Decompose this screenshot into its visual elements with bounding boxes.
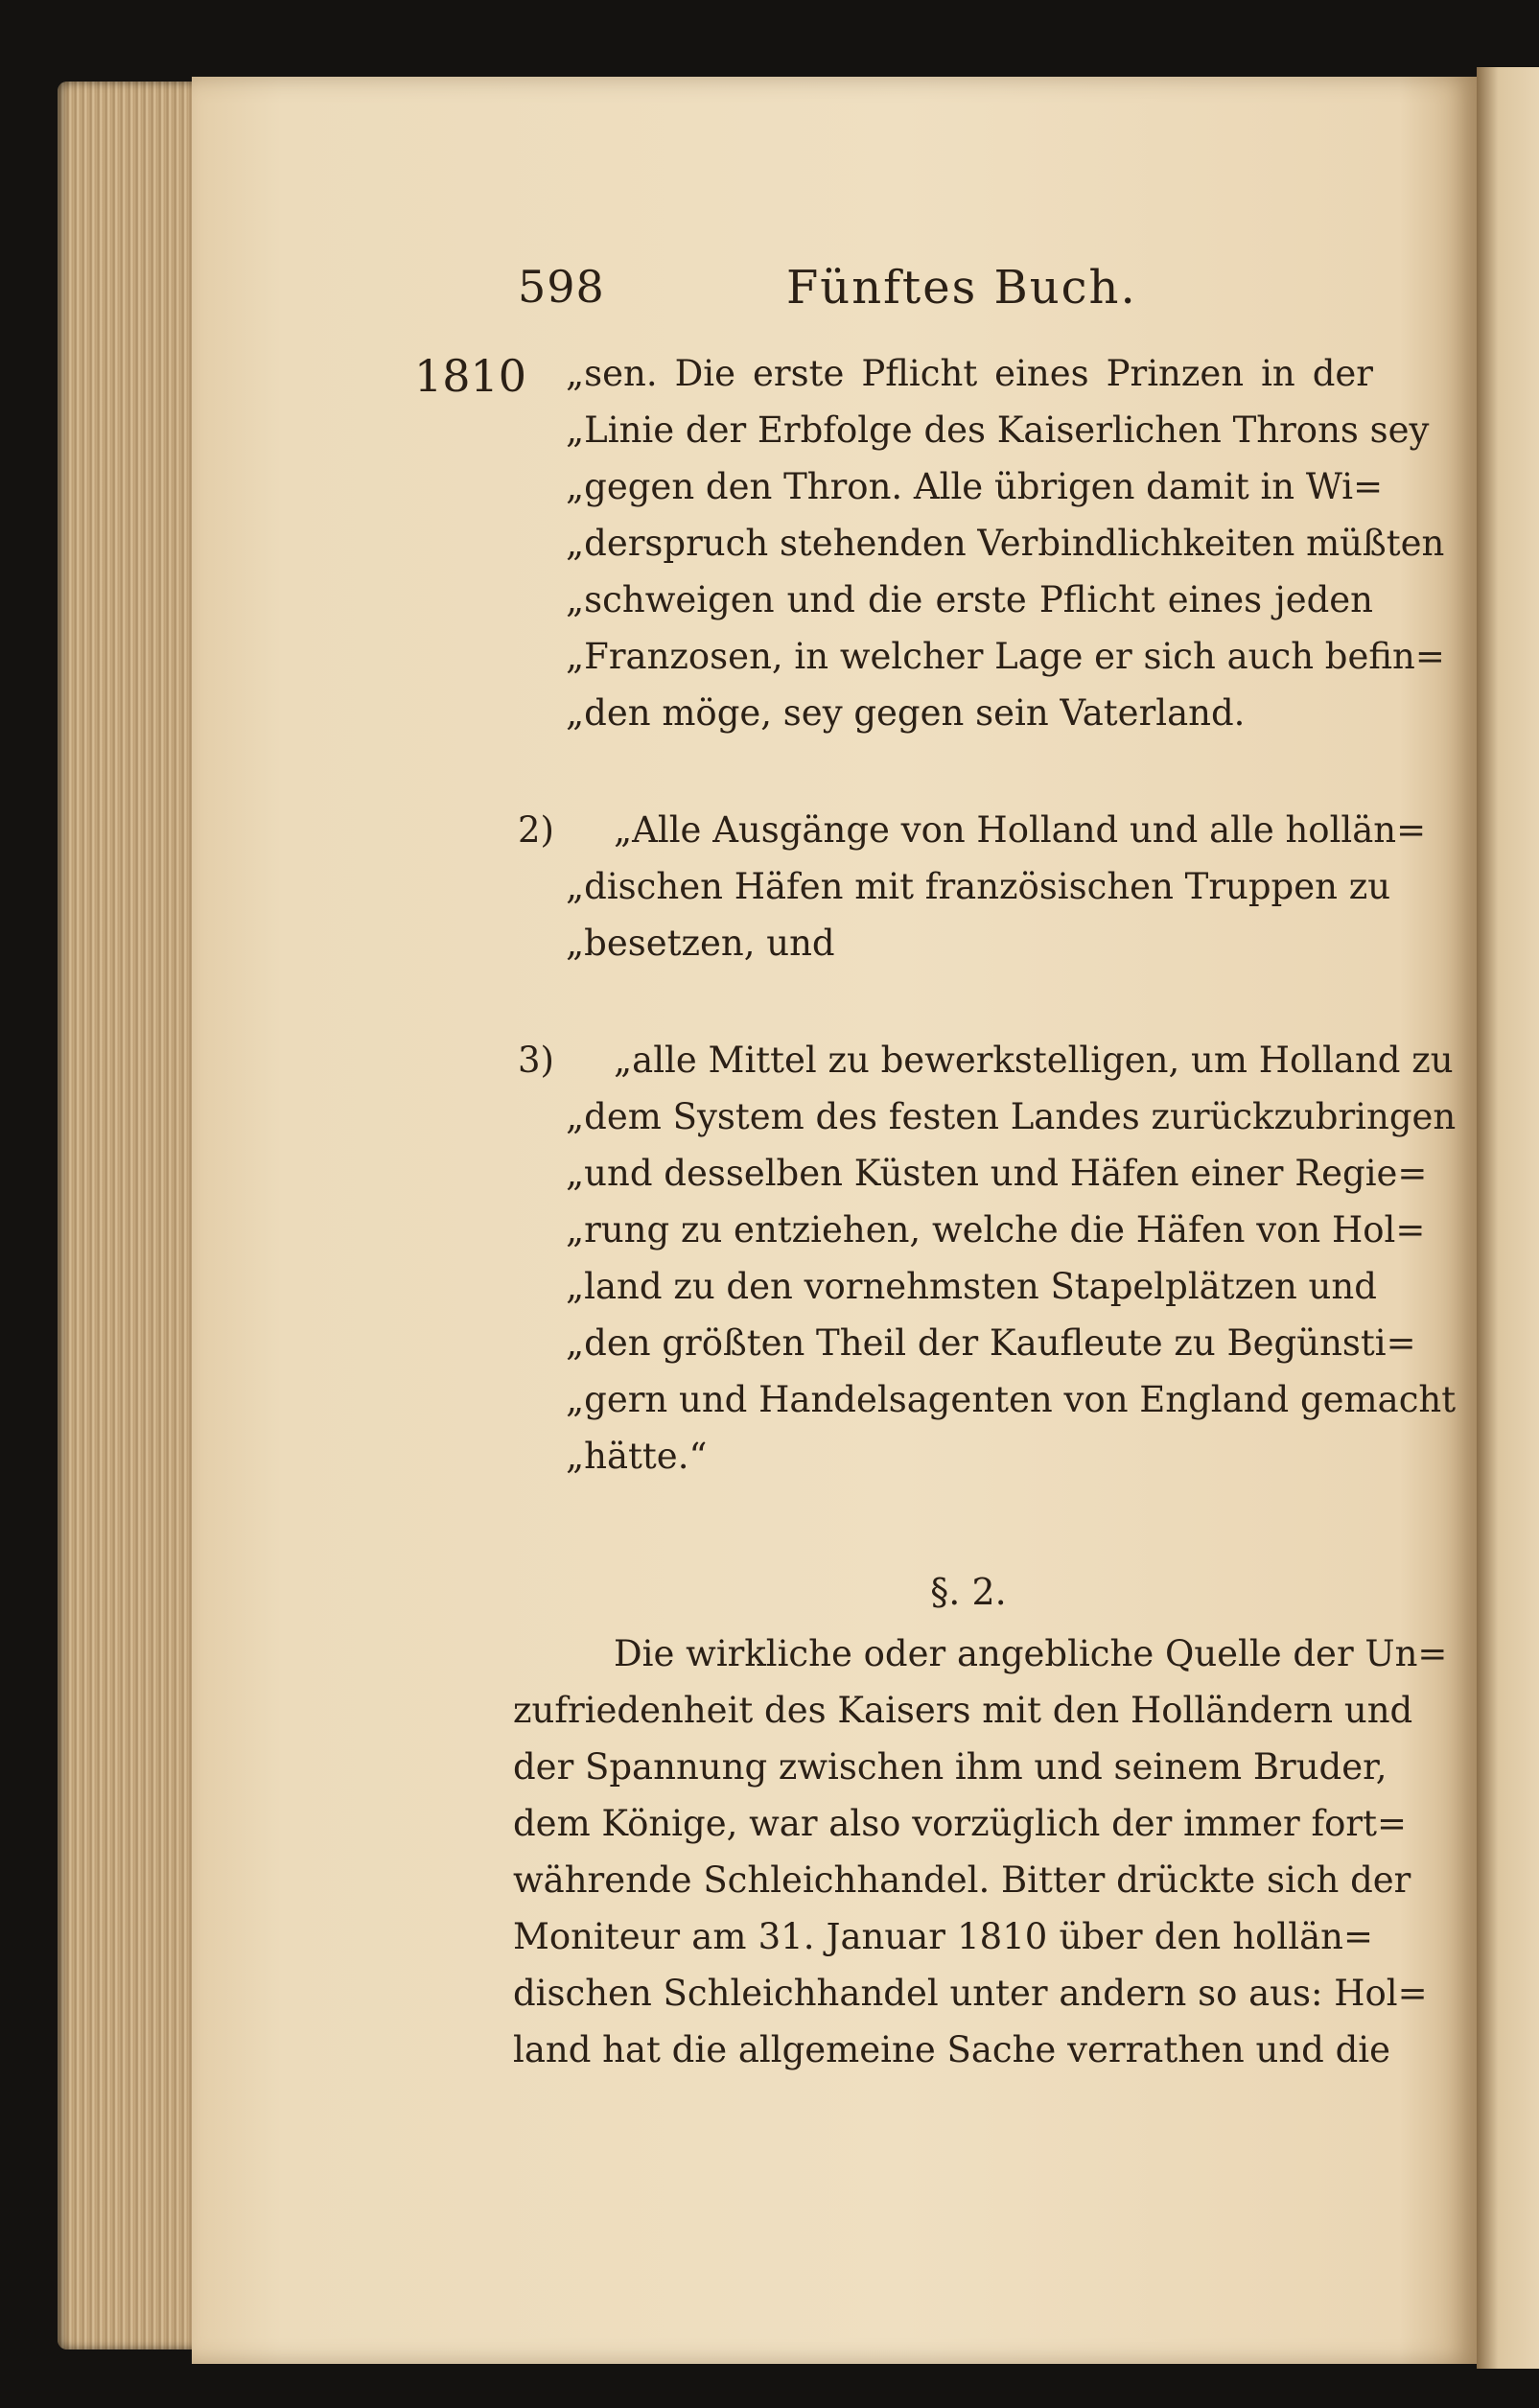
item-line: „hätte.“ [566, 1436, 708, 1477]
text-line: „Linie der Erbfolge des Kaiserlichen Throns sey [566, 409, 1430, 451]
item-line: „besetzen, und [566, 923, 835, 964]
text-line: „derspruch stehenden Verbindlichkeiten müßten [566, 523, 1445, 564]
page-number: 598 [518, 261, 605, 313]
section-heading: §. 2. [930, 1571, 1007, 1613]
body-line: Moniteur am 31. Januar 1810 über den hollän= [513, 1916, 1373, 1957]
body-line: dem Könige, war also vorzüglich der immer fort= [513, 1803, 1407, 1844]
item-line: „gern und Handelsagenten von England gemacht [566, 1379, 1457, 1420]
facing-page-edge [1477, 67, 1539, 2369]
body-line: land hat die allgemeine Sache verrathen und die [513, 2029, 1391, 2070]
item-line: „alle Mittel zu bewerkstelligen, um Holland zu [614, 1040, 1454, 1081]
item-line: „dem System des festen Landes zurückzubringen [566, 1096, 1457, 1137]
body-line: währende Schleichhandel. Bitter drückte sich der [513, 1859, 1411, 1901]
margin-year-note: 1810 [414, 350, 527, 402]
body-line: dischen Schleichhandel unter andern so aus: Hol= [513, 1973, 1428, 2014]
item-line: „und desselben Küsten und Häfen einer Regie= [566, 1153, 1428, 1194]
text-line: „den möge, sey gegen sein Vaterland. [566, 692, 1246, 734]
page-header [518, 261, 1381, 318]
item-line: „land zu den vornehmsten Stapelplätzen und [566, 1266, 1377, 1307]
body-line: Die wirkliche oder angebliche Quelle der Un= [614, 1633, 1448, 1674]
item-number: 2) [518, 809, 554, 851]
item-line: „rung zu entziehen, welche die Häfen von Hol= [566, 1209, 1426, 1251]
body-line: zufriedenheit des Kaisers mit den Holländern und [513, 1690, 1413, 1731]
page-block-edges [58, 82, 211, 2350]
item-line: „Alle Ausgänge von Holland und alle hollän= [614, 809, 1427, 851]
running-title: Fünftes Buch. [786, 261, 1137, 315]
text-line: „Franzosen, in welcher Lage er sich auch befin= [566, 636, 1445, 677]
text-line: „gegen den Thron. Alle übrigen damit in Wi= [566, 466, 1384, 507]
body-line: der Spannung zwischen ihm und seinem Bruder, [513, 1746, 1387, 1788]
text-line: „sen. Die erste Pflicht eines Prinzen in der [566, 353, 1373, 394]
item-line: „dischen Häfen mit französischen Truppen zu [566, 866, 1391, 907]
item-number: 3) [518, 1040, 554, 1081]
item-line: „den größten Theil der Kaufleute zu Begünsti= [566, 1322, 1416, 1364]
text-line: „schweigen und die erste Pflicht eines jeden [566, 579, 1373, 620]
